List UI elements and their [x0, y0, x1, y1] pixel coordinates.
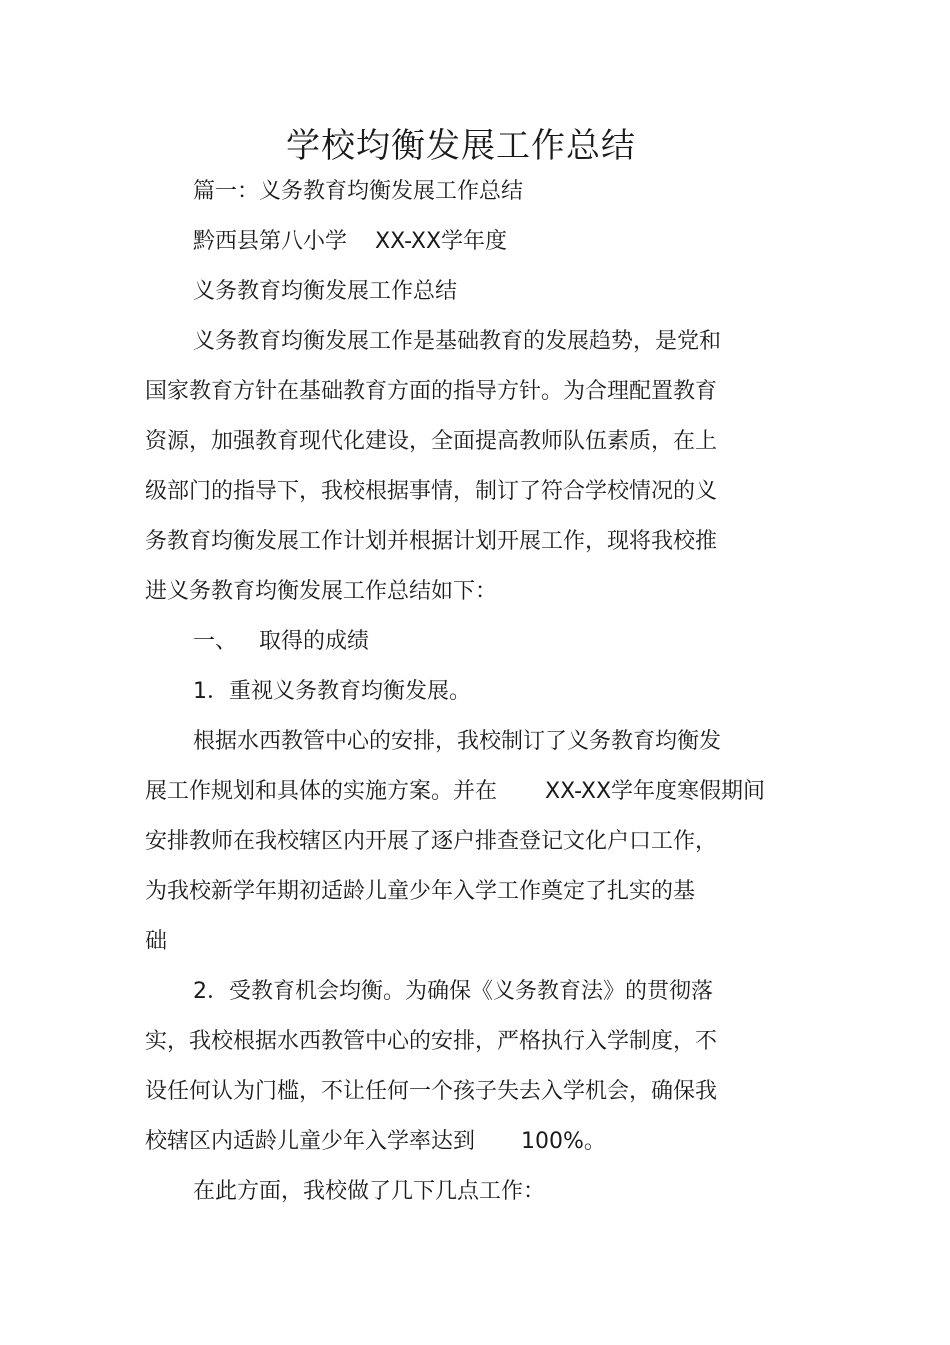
paragraph-line: 实，我校根据水西教管中心的安排，严格执行入学制度，不 [145, 1029, 718, 1054]
paragraph-line: 根据水西教管中心的安排，我校制订了义务教育均衡发 [193, 729, 722, 754]
section-one-heading [193, 627, 369, 657]
paragraph-line: 2．受教育机会均衡。为确保《义务教育法》的贯彻落 [193, 979, 713, 1004]
paragraph-line: 进义务教育均衡发展工作总结如下： [145, 579, 498, 604]
paragraph-line: 设任何认为门槛，不让任何一个孩子失去入学机会，确保我 [145, 1079, 718, 1104]
item-heading: 1．重视义务教育均衡发展。 [193, 679, 471, 704]
paragraph-line [145, 1127, 606, 1157]
school-name: 黔西县第八小学 [193, 229, 348, 254]
paragraph-text: 校辖区内适龄儿童少年入学率达到 [145, 1129, 476, 1154]
section-title: 取得的成绩 [259, 629, 370, 654]
paragraph-line: 在此方面，我校做了几下几点工作： [193, 1179, 546, 1204]
paragraph-line: 国家教育方针在基础教育方面的指导方针。为合理配置教育 [145, 379, 718, 404]
percentage-value: 100%。 [521, 1129, 606, 1154]
paragraph-line: 务教育均衡发展工作计划并根据计划开展工作，现将我校推 [145, 529, 718, 554]
paragraph-line: 安排教师在我校辖区内开展了逐户排查登记文化户口工作， [145, 829, 718, 854]
section-heading: 篇一：义务教育均衡发展工作总结 [193, 179, 524, 204]
section-number: 一、 [193, 629, 238, 654]
paragraph-text: XX-XX学年度寒假期间 [545, 779, 766, 804]
paragraph-line: 资源，加强教育现代化建设，全面提高教师队伍素质，在上 [145, 429, 718, 454]
paragraph-text: 展工作规划和具体的实施方案。并在 [145, 779, 498, 804]
paragraph-line: 义务教育均衡发展工作是基础教育的发展趋势，是党和 [193, 329, 722, 354]
subtitle-line: 义务教育均衡发展工作总结 [193, 279, 458, 304]
paragraph-line: 础 [145, 929, 168, 954]
school-line [193, 227, 507, 257]
paragraph-line: 级部门的指导下，我校根据事情，制订了符合学校情况的义 [145, 479, 718, 504]
document-title: 学校均衡发展工作总结 [286, 126, 636, 166]
paragraph-line: 为我校新学年期初适龄儿童少年入学工作奠定了扎实的基 [145, 879, 696, 904]
school-year: XX-XX学年度 [375, 229, 508, 254]
paragraph-line [145, 777, 765, 807]
